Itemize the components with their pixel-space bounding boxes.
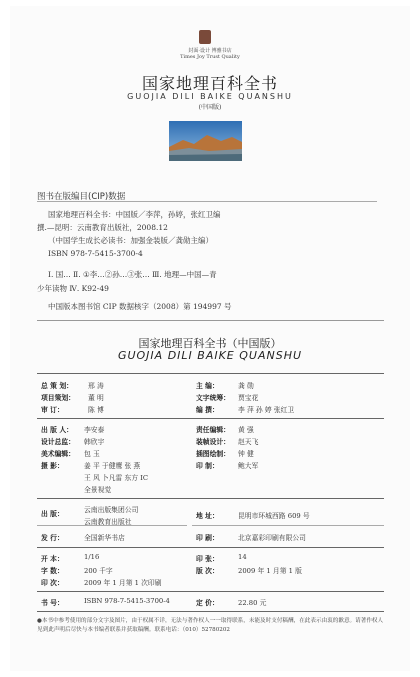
publisher-logo-line2: Times Joy Trust Quality <box>180 54 240 60</box>
photographer-more-2: 全景视觉 <box>84 486 112 494</box>
publisher-logo <box>199 30 211 44</box>
copyright-footnote: ●本书中参考使用的部分文字及图片，由于权属不详，无法与著作权人一一取得联系，未能及时支付稿酬，在此表示由衷的歉意。请著作权人见到此声明后尽快与本书编者联系并获取稿酬。联系电话：（010）52780202 <box>37 618 384 633</box>
credit-label: 责任编辑： <box>196 426 230 434</box>
credit-label: 美术编辑： <box>41 450 75 458</box>
credits-rule <box>37 498 384 499</box>
book-pinyin: GUOJIA DILI BAIKE QUANSHU <box>127 92 293 101</box>
credit-value: 北京嘉彩印刷有限公司 <box>238 534 306 542</box>
cip-line-isbn: ISBN 978-7-5415-3700-4 <box>48 249 143 258</box>
credits-top-rule <box>37 373 384 374</box>
cip-heading: 图书在版编目(CIP)数据 <box>37 192 126 202</box>
credit-label: 地 址： <box>196 512 219 520</box>
credit-label: 印 刷： <box>196 534 219 542</box>
photographer-more-1: 王 风 卜凡雷 东方 IC <box>84 474 149 482</box>
credit-value: 姜 平 于健鹰 张 燕 <box>84 462 141 470</box>
book-title: 国家地理百科全书 <box>141 74 278 93</box>
credit-label: 印 制： <box>196 462 219 470</box>
publisher-logo-line1: 封面·设计 博雅书店 <box>188 48 232 54</box>
credit-value: 龚 勋 <box>238 382 254 390</box>
credit-value: 1/16 <box>84 553 100 561</box>
credit-label: 出 版 人： <box>41 426 73 434</box>
cip-line-5: Ⅰ. 国… Ⅱ. ①李…②孙…③张… Ⅲ. 地理—中国—青 <box>48 270 217 279</box>
cover-photo <box>169 121 242 161</box>
cip-divider <box>37 201 377 202</box>
credit-value: 包 玉 <box>84 450 100 458</box>
isbn-value: ISBN 978-7-5415-3700-4 <box>84 597 170 605</box>
credit-label: 项目策划： <box>41 394 75 402</box>
credits-bottom-rule <box>37 611 384 612</box>
credit-label: 印 次： <box>41 579 64 587</box>
credit-value: 钟 健 <box>238 450 254 458</box>
credit-label: 插图绘制： <box>196 450 230 458</box>
book-edition: (中国版) <box>198 104 222 111</box>
credit-label: 发 行： <box>41 534 64 542</box>
credit-value: 赵天飞 <box>238 438 259 446</box>
cip-line-7: 中国版本图书馆 CIP 数据核字（2008）第 194997 号 <box>48 302 232 311</box>
credit-label: 主 编： <box>196 382 219 390</box>
credit-value: 云南出版集团公司 <box>84 506 139 514</box>
credit-value: 贾宝花 <box>238 394 259 402</box>
credit-value: 2009 年 1 月第 1 次印刷 <box>84 579 162 587</box>
credit-value: 韩欣宇 <box>84 438 105 446</box>
credit-label: 书 号： <box>41 599 64 607</box>
credit-value: 200 千字 <box>84 567 113 575</box>
credit-value: 董 明 <box>88 394 104 402</box>
credit-value: 李 萍 孙 婷 张红卫 <box>238 406 295 414</box>
cip-line-3: （中国学生成长必读书：加强金装版／龚勋主编） <box>48 236 213 245</box>
credit-value: 全国新华书店 <box>84 534 125 542</box>
cip-bottom-rule <box>37 320 384 321</box>
credit-value: 云南教育出版社 <box>84 518 132 526</box>
credit-label: 摄 影： <box>41 462 64 470</box>
credit-value: 2009 年 1 月第 1 版 <box>238 567 302 575</box>
credits-rule <box>192 525 384 526</box>
credit-label: 定 价： <box>196 599 219 607</box>
credit-label: 装帧设计： <box>196 438 230 446</box>
credit-label: 字 数： <box>41 567 64 575</box>
credit-value: 陈 博 <box>88 406 104 414</box>
second-title: 国家地理百科全书（中国版） <box>138 337 282 350</box>
credit-label: 出 版： <box>41 510 64 518</box>
credits-rule <box>37 525 187 526</box>
publisher-logo-caption <box>165 48 255 60</box>
credit-value: 昆明市环城西路 609 号 <box>238 512 310 520</box>
credit-label: 审 订： <box>41 406 64 414</box>
credit-value: 鲍大军 <box>238 462 259 470</box>
cip-line-2: 撰.—昆明：云南教育出版社，2008.12 <box>37 223 168 232</box>
credit-value: 李安泰 <box>84 426 105 434</box>
credits-rule <box>37 547 384 548</box>
cip-line-6: 少年读物 Ⅳ. K92-49 <box>37 284 109 293</box>
credit-label: 设计总监： <box>41 438 75 446</box>
credit-label: 印 张： <box>196 555 219 563</box>
credit-label: 版 次： <box>196 567 219 575</box>
credit-label: 总 策 划： <box>41 382 73 390</box>
cip-line-1: 国家地理百科全书：中国版／李萍，孙婷，张红卫编 <box>48 210 221 219</box>
credits-rule <box>37 591 384 592</box>
credit-label: 文字统筹： <box>196 394 230 402</box>
credit-value: 邢 涛 <box>88 382 104 390</box>
price-value: 22.80 元 <box>238 599 267 607</box>
credit-label: 开 本： <box>41 555 64 563</box>
second-pinyin: GUOJIA DILI BAIKE QUANSHU <box>117 349 303 362</box>
credit-value: 14 <box>238 553 247 561</box>
credit-label: 编 撰： <box>196 406 219 414</box>
credits-rule <box>37 418 384 419</box>
credit-value: 黄 强 <box>238 426 254 434</box>
